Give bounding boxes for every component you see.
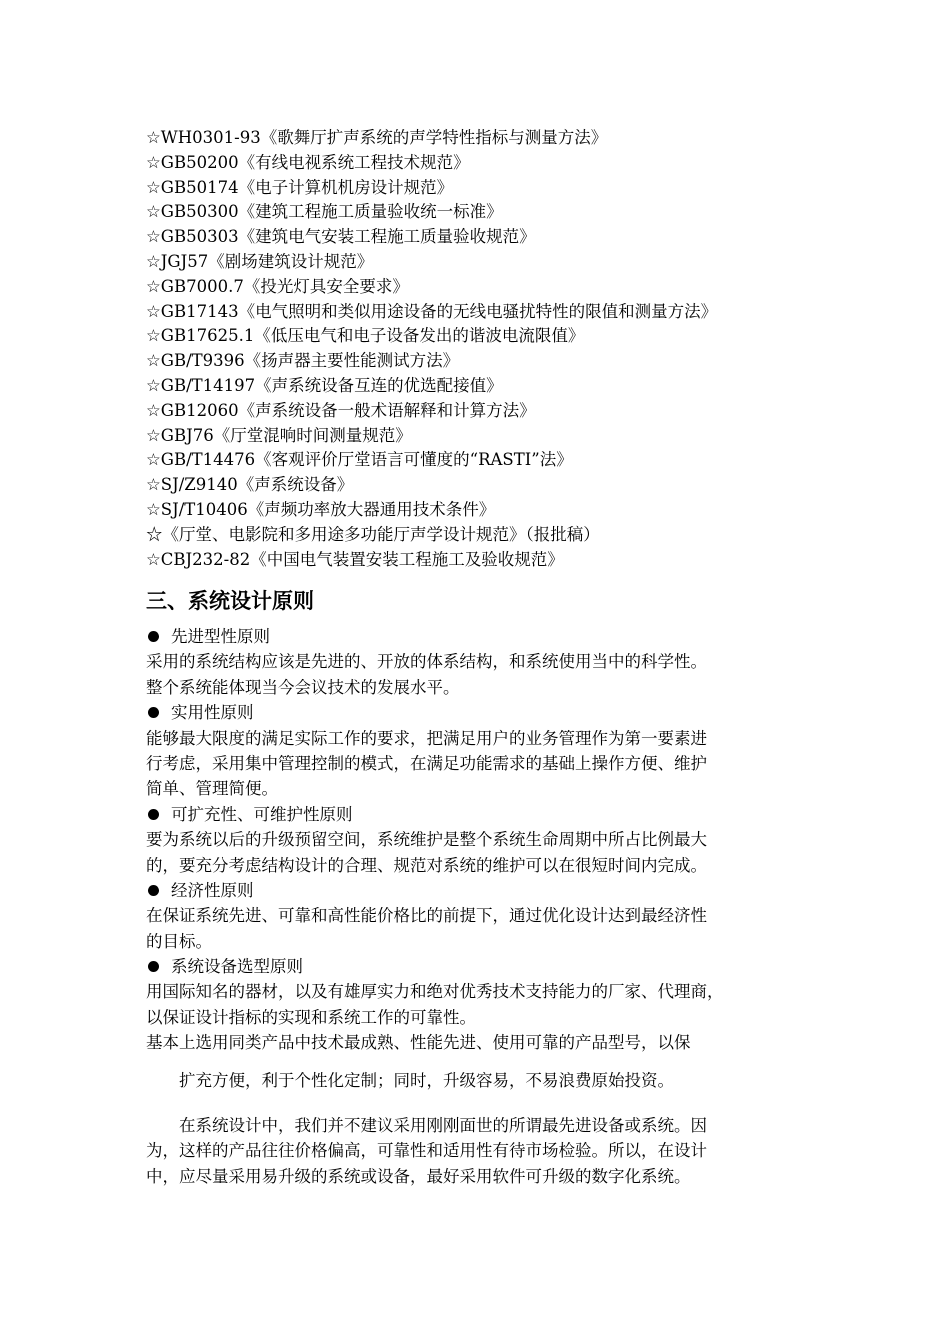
bullet-icon bbox=[148, 631, 159, 642]
standard-item: ☆GB50174《电子计算机机房设计规范》 bbox=[146, 177, 454, 197]
standard-item: ☆GB17143《电气照明和类似用途设备的无线电骚扰特性的限值和测量方法》 bbox=[146, 301, 718, 321]
standard-item: ☆CBJ232-82《中国电气装置安装工程施工及验收规范》 bbox=[146, 549, 564, 569]
standard-item: ☆GB12060《声系统设备一般术语解释和计算方法》 bbox=[146, 400, 536, 420]
standard-item: ☆SJ/T10406《声频功率放大器通用技术条件》 bbox=[146, 499, 496, 519]
principle-text-line: 的目标。 bbox=[146, 931, 212, 951]
paragraph-line: 为，这样的产品往往价格偏高，可靠性和适用性有待市场检验。所以，在设计 bbox=[146, 1141, 707, 1161]
principle-text-line: 行考虑，采用集中管理控制的模式，在满足功能需求的基础上操作方便、维护 bbox=[146, 753, 707, 773]
principle-title bbox=[146, 700, 811, 725]
standard-item: ☆WH0301-93《歌舞厅扩声系统的声学特性指标与测量方法》 bbox=[146, 128, 608, 147]
paragraph-line: 中，应尽量采用易升级的系统或设备，最好采用软件可升级的数字化系统。 bbox=[146, 1166, 691, 1186]
bullet-icon bbox=[148, 885, 159, 896]
section-heading: 三、系统设计原则 bbox=[146, 589, 314, 613]
principle-text-line: 采用的系统结构应该是先进的、开放的体系结构，和系统使用当中的科学性。 bbox=[146, 652, 707, 672]
principle-title bbox=[146, 802, 811, 827]
principle-title-text: 实用性原则 bbox=[171, 703, 254, 723]
principle-title-text: 经济性原则 bbox=[171, 880, 254, 900]
standard-item: ☆SJ/Z9140《声系统设备》 bbox=[146, 475, 354, 495]
principle-text-line: 基本上选用同类产品中技术最成熟、性能先进、使用可靠的产品型号，以保 bbox=[146, 1033, 691, 1053]
principles-list bbox=[146, 624, 811, 1056]
standard-item: ☆《厅堂、电影院和多用途多功能厅声学设计规范》（报批稿） bbox=[146, 524, 600, 544]
paragraph-design bbox=[146, 1113, 811, 1189]
principle-title bbox=[146, 954, 811, 979]
standard-item: ☆GB17625.1《低压电气和电子设备发出的谐波电流限值》 bbox=[146, 326, 585, 346]
standards-list bbox=[146, 126, 846, 572]
principle-text-line: 在保证系统先进、可靠和高性能价格比的前提下，通过优化设计达到最经济性 bbox=[146, 906, 707, 926]
principle-text-line: 以保证设计指标的实现和系统工作的可靠性。 bbox=[146, 1007, 476, 1027]
bullet-icon bbox=[148, 961, 159, 972]
principle-text-line: 要为系统以后的升级预留空间，系统维护是整个系统生命周期中所占比例最大 bbox=[146, 830, 707, 850]
principle-text-line: 能够最大限度的满足实际工作的要求，把满足用户的业务管理作为第一要素进 bbox=[146, 728, 707, 748]
standard-item: ☆GBJ76《厅堂混响时间测量规范》 bbox=[146, 425, 412, 445]
principle-text-line: 整个系统能体现当今会议技术的发展水平。 bbox=[146, 677, 460, 697]
principle-title-text: 系统设备选型原则 bbox=[171, 957, 303, 977]
standard-item: ☆GB50200《有线电视系统工程技术规范》 bbox=[146, 152, 470, 172]
standard-item: ☆GB7000.7《投光灯具安全要求》 bbox=[146, 276, 409, 296]
principle-text-line: 用国际知名的器材，以及有雄厚实力和绝对优秀技术支持能力的厂家、代理商， bbox=[146, 982, 724, 1002]
principle-title bbox=[146, 878, 811, 903]
principle-title bbox=[146, 624, 811, 649]
principle-text-line: 的，要充分考虑结构设计的合理、规范对系统的维护可以在很短时间内完成。 bbox=[146, 855, 707, 875]
principle-title-text: 可扩充性、可维护性原则 bbox=[171, 804, 353, 824]
standard-item: ☆GB50303《建筑电气安装工程施工质量验收规范》 bbox=[146, 227, 536, 247]
standard-item: ☆JGJ57《剧场建筑设计规范》 bbox=[146, 251, 374, 271]
principle-text-line: 简单、管理简便。 bbox=[146, 779, 278, 799]
paragraph-line: 扩充方便，利于个性化定制；同时，升级容易，不易浪费原始投资。 bbox=[179, 1071, 674, 1090]
standard-item: ☆GB/T14197《声系统设备互连的优选配接值》 bbox=[146, 375, 503, 395]
standard-item: ☆GB/T9396《扬声器主要性能测试方法》 bbox=[146, 351, 460, 371]
standard-item: ☆GB50300《建筑工程施工质量验收统一标准》 bbox=[146, 202, 503, 222]
bullet-icon bbox=[148, 809, 159, 820]
bullet-icon bbox=[148, 707, 159, 718]
standard-item: ☆GB/T14476《客观评价厅堂语言可懂度的“RASTI”法》 bbox=[146, 450, 573, 470]
paragraph-line: 在系统设计中，我们并不建议采用刚刚面世的所谓最先进设备或系统。因 bbox=[179, 1116, 707, 1135]
principle-title-text: 先进型性原则 bbox=[171, 627, 270, 646]
paragraph-expansion bbox=[146, 1068, 811, 1093]
